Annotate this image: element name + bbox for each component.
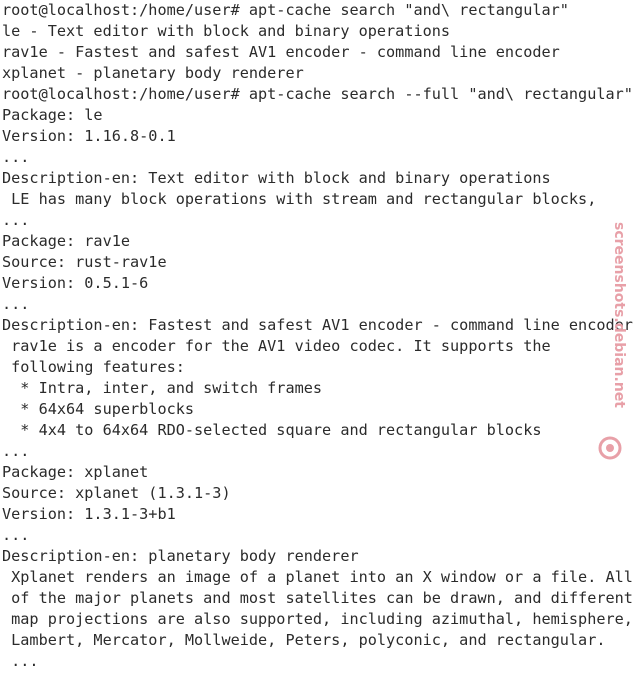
- terminal-line: ...: [2, 211, 30, 229]
- terminal-line: le - Text editor with block and binary operations: [2, 22, 451, 40]
- terminal-line: root@localhost:/home/user# apt-cache search --full "and\ rectangular": [2, 85, 633, 103]
- terminal-line: Description-en: planetary body renderer: [2, 547, 359, 565]
- watermark-graphic: [598, 220, 627, 465]
- terminal-line: Package: le: [2, 106, 103, 124]
- terminal-line: Version: 1.16.8-0.1: [2, 127, 176, 145]
- watermark-text: screenshots.debian.net: [611, 222, 627, 408]
- terminal-line: * 4x4 to 64x64 RDO-selected square and rectangular blocks: [2, 421, 542, 439]
- terminal-line: xplanet - planetary body renderer: [2, 64, 304, 82]
- terminal-line: Description-en: Fastest and safest AV1 encoder - command line encoder: [2, 316, 633, 334]
- terminal-line: Description-en: Text editor with block and binary operations: [2, 169, 551, 187]
- watermark: [598, 220, 627, 465]
- debian-swirl-icon: [600, 438, 620, 458]
- terminal-line: rav1e is a encoder for the AV1 video codec. It supports the: [2, 337, 551, 355]
- terminal-line: Source: xplanet (1.3.1-3): [2, 484, 231, 502]
- terminal-line: of the major planets and most satellites can be drawn, and different: [2, 589, 633, 607]
- terminal-line: following features:: [2, 358, 185, 376]
- terminal-line: Package: rav1e: [2, 232, 131, 250]
- terminal-line: Lambert, Mercator, Mollweide, Peters, polyconic, and rectangular.: [2, 631, 606, 649]
- terminal-line: Version: 0.5.1-6: [2, 274, 149, 292]
- terminal-line: * 64x64 superblocks: [2, 400, 195, 418]
- terminal-line: ...: [2, 442, 30, 460]
- terminal-line: ...: [2, 295, 30, 313]
- terminal-line: ...: [2, 148, 30, 166]
- terminal-output: [2, 0, 633, 673]
- terminal-line: * Intra, inter, and switch frames: [2, 379, 323, 397]
- terminal-line: Package: xplanet: [2, 463, 149, 481]
- terminal-line: LE has many block operations with stream and rectangular blocks,: [2, 190, 597, 208]
- terminal-line: Version: 1.3.1-3+b1: [2, 505, 176, 523]
- terminal-line: Xplanet renders an image of a planet into an X window or a file. All: [2, 568, 633, 586]
- terminal-line: map projections are also supported, including azimuthal, hemisphere,: [2, 610, 633, 628]
- terminal-line: Source: rust-rav1e: [2, 253, 167, 271]
- terminal-line: root@localhost:/home/user# apt-cache search "and\ rectangular": [2, 1, 569, 19]
- terminal-line: ...: [2, 652, 39, 670]
- terminal-line: ...: [2, 526, 30, 544]
- terminal-line: rav1e - Fastest and safest AV1 encoder - command line encoder: [2, 43, 560, 61]
